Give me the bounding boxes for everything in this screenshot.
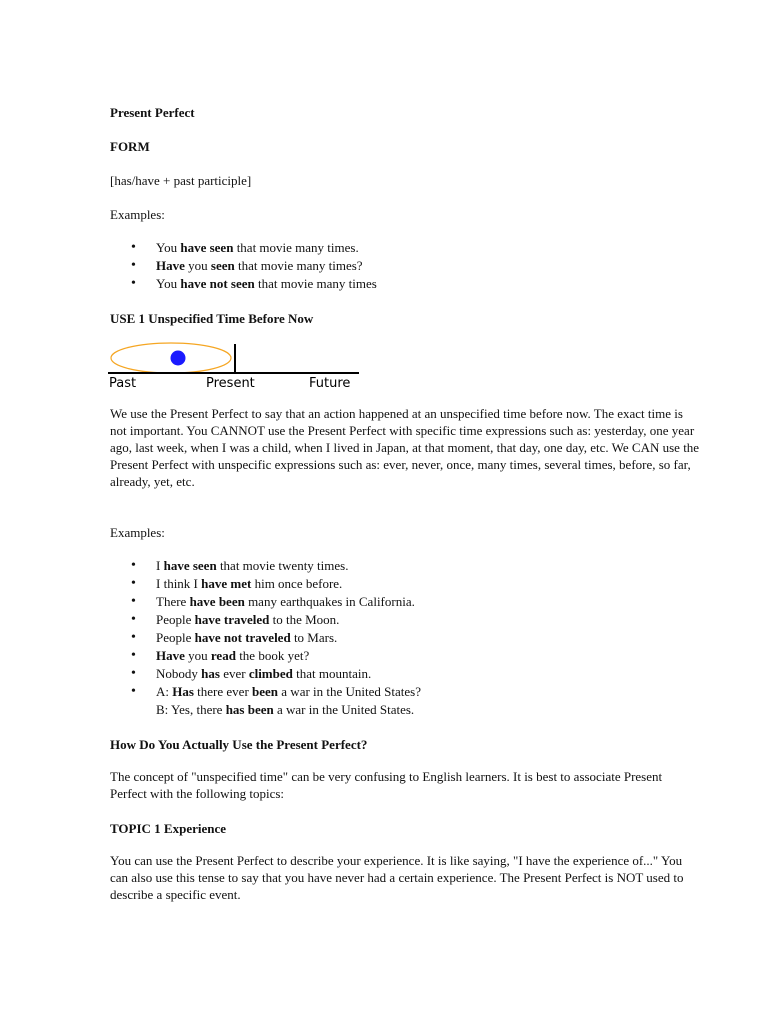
example-text: People — [156, 630, 195, 645]
example-text: a war in the United States. — [273, 702, 415, 717]
example-text: I — [156, 558, 164, 573]
how-heading: How Do You Actually Use the Present Perfect? — [110, 737, 368, 752]
emphasized-verb: read — [210, 648, 236, 663]
emphasized-verb: climbed — [248, 666, 293, 681]
use1-examples-list — [110, 557, 421, 719]
page-title: Present Perfect — [110, 105, 195, 120]
example-text: that movie many times? — [234, 258, 363, 273]
example-text: you — [184, 648, 211, 663]
topic1-paragraph: You can use the Present Perfect to describe your experience. It is like saying, "I have the experience of..." You can also use this tense to say that you have never had a certain experience. The Present Perfect is NOT used to describe a specific event. — [110, 853, 684, 902]
emphasized-verb: has — [201, 666, 220, 681]
emphasized-verb: have not seen — [180, 276, 255, 291]
example-text: him once before. — [251, 576, 343, 591]
topic1-heading: TOPIC 1 Experience — [110, 821, 227, 836]
example-text: many earthquakes in California. — [244, 594, 415, 609]
timeline-label-past: Past — [109, 376, 137, 391]
example-text: to the Moon. — [269, 612, 340, 627]
example-item — [110, 257, 377, 275]
example-text: ever — [219, 666, 249, 681]
example-text: that movie many times. — [233, 240, 359, 255]
emphasized-verb: Has — [172, 684, 194, 699]
example-item — [110, 665, 421, 683]
example-item — [110, 611, 421, 629]
use1-paragraph: We use the Present Perfect to say that an action happened at an unspecified time before now. The exact time is not important. You CANNOT use the Present Perfect with specific time expressions such as: yesterday, one year ago, last week, when I was a child, when I lived in Japan, at that moment, that day, one day, etc. We CAN use the Present Perfect with unspecific expressions such as: ever, never, once, many times, several times, before, so far, already, yet, etc. — [110, 406, 700, 489]
example-text: that movie twenty times. — [216, 558, 349, 573]
emphasized-verb: have been — [189, 594, 245, 609]
emphasized-verb: have seen — [180, 240, 234, 255]
examples-label: Examples: — [110, 207, 165, 222]
example-text: People — [156, 612, 195, 627]
example-text: B: Yes, there — [156, 702, 226, 717]
example-text: you — [184, 258, 211, 273]
emphasized-verb: have traveled — [194, 612, 270, 627]
example-text: the book yet? — [235, 648, 310, 663]
example-text: You — [156, 276, 181, 291]
example-item — [110, 575, 421, 593]
example-text: Nobody — [156, 666, 202, 681]
example-text: there ever — [193, 684, 253, 699]
example-item — [110, 683, 421, 701]
example-item — [110, 275, 377, 293]
how-paragraph: The concept of "unspecified time" can be very confusing to English learners. It is best to associate Present Perfect with the following topics: — [110, 769, 663, 801]
example-item — [110, 593, 421, 611]
example-text: A: — [156, 684, 173, 699]
emphasized-verb: have not traveled — [194, 630, 291, 645]
examples-label: Examples: — [110, 525, 165, 540]
emphasized-verb: Have — [156, 258, 185, 273]
example-text: There — [156, 594, 190, 609]
emphasized-verb: been — [252, 684, 279, 699]
form-examples-list — [110, 239, 377, 293]
example-item-continuation — [110, 701, 421, 719]
example-item — [110, 557, 421, 575]
emphasized-verb: have seen — [163, 558, 217, 573]
form-text: [has/have + past participle] — [110, 173, 252, 188]
emphasized-verb: have met — [201, 576, 252, 591]
form-heading: FORM — [110, 139, 150, 154]
emphasized-verb: seen — [210, 258, 235, 273]
timeline-label-present: Present — [206, 376, 255, 391]
example-text: to Mars. — [290, 630, 338, 645]
emphasized-verb: Have — [156, 648, 185, 663]
timeline-label-future: Future — [309, 376, 351, 391]
example-text: You — [156, 240, 181, 255]
example-item — [110, 629, 421, 647]
example-text: a war in the United States? — [278, 684, 421, 699]
use1-heading: USE 1 Unspecified Time Before Now — [110, 311, 314, 326]
emphasized-verb: has been — [225, 702, 274, 717]
timeline-diagram — [108, 340, 364, 392]
timeline-dot — [171, 351, 186, 366]
example-text: that mountain. — [292, 666, 372, 681]
example-text: I think I — [156, 576, 202, 591]
example-text: that movie many times — [254, 276, 377, 291]
example-item — [110, 239, 377, 257]
example-item — [110, 647, 421, 665]
